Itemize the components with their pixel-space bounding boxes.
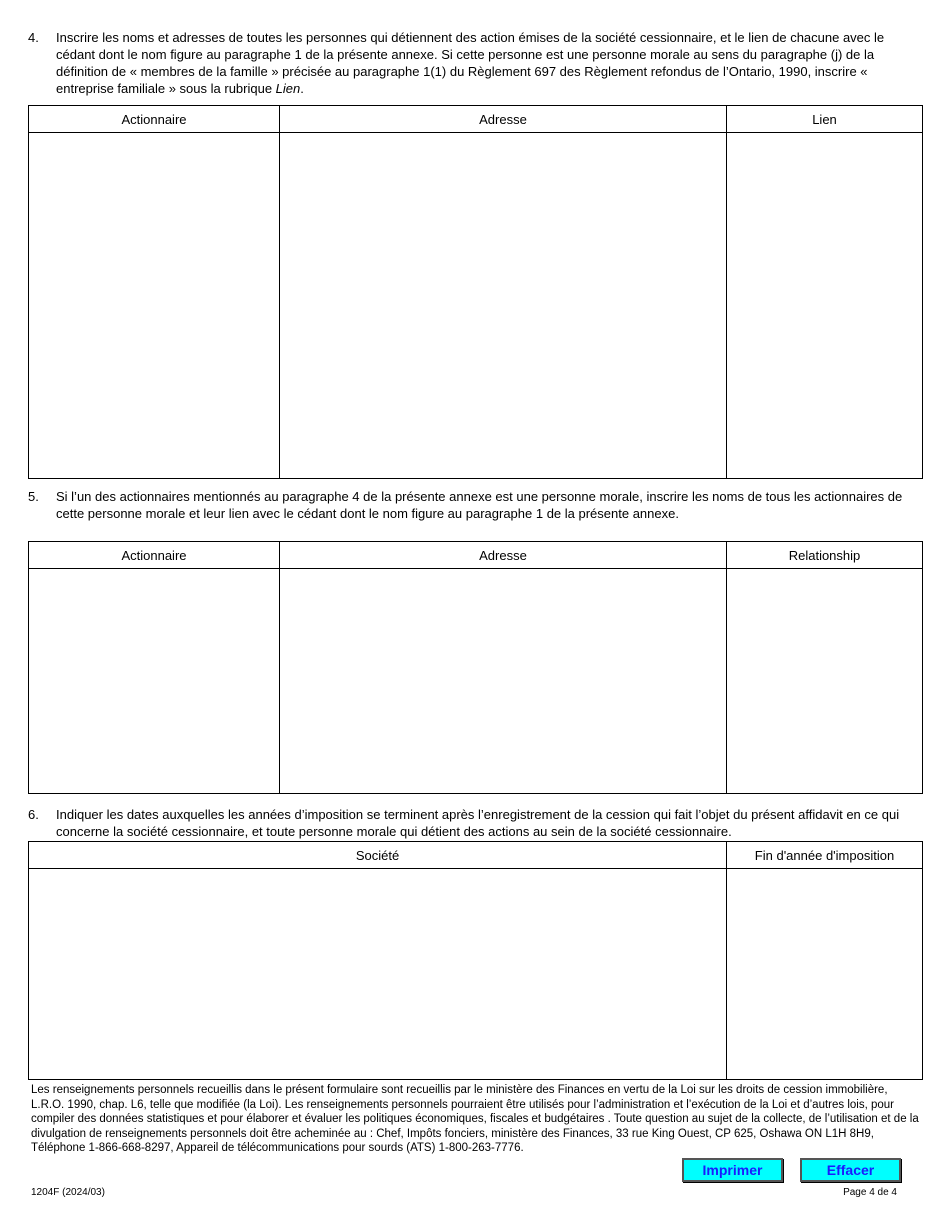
print-button[interactable]: Imprimer bbox=[682, 1158, 783, 1182]
header-actionnaire: Actionnaire bbox=[29, 542, 279, 569]
section-4-text: Inscrire les noms et adresses de toutes les personnes qui détiennent des action émises de la société cessionnaire, et le lien de chacune avec le cédant dont le nom figure au paragraphe 1 de la présente annexe. Si cette personne est une personne morale au sens du paragraphe (j) de la définition de « membres de la famille » précisée au paragraphe 1(1) du Règlement 697 des Règlement refondus de l’Ontario, 1990, inscrire « entreprise familiale » sous la rubrique bbox=[56, 30, 885, 96]
adresse-input-area[interactable] bbox=[280, 570, 726, 793]
section-6-number: 6. bbox=[28, 807, 39, 822]
actionnaire-input-area[interactable] bbox=[29, 570, 279, 793]
fin-annee-input-area[interactable] bbox=[727, 870, 922, 1079]
section-4-number: 4. bbox=[28, 30, 39, 45]
section-4-table bbox=[28, 105, 923, 479]
header-lien: Lien bbox=[727, 106, 922, 133]
section-5-table bbox=[28, 541, 923, 794]
section-4-text-end: . bbox=[300, 81, 304, 96]
header-societe: Société bbox=[29, 842, 726, 869]
page-number: Page 4 de 4 bbox=[843, 1187, 897, 1198]
clear-button[interactable]: Effacer bbox=[800, 1158, 901, 1182]
header-relationship: Relationship bbox=[727, 542, 922, 569]
section-6-instructions: Indiquer les dates auxquelles les années d’imposition se terminent après l’enregistrement de la cession qui fait l’objet du présent affidavit en ce qui concerne la société cessionnaire, et toute personne morale qui détient des actions au sein de la société cessionnaire. bbox=[56, 807, 900, 839]
header-adresse: Adresse bbox=[280, 542, 726, 569]
section-5-number: 5. bbox=[28, 489, 39, 504]
lien-input-area[interactable] bbox=[727, 134, 922, 478]
header-actionnaire: Actionnaire bbox=[29, 106, 279, 133]
societe-input-area[interactable] bbox=[29, 870, 726, 1079]
form-id: 1204F (2024/03) bbox=[31, 1187, 105, 1198]
section-4-instructions bbox=[56, 29, 922, 97]
actionnaire-input-area[interactable] bbox=[29, 134, 279, 478]
section-5-instructions: Si l’un des actionnaires mentionnés au paragraphe 4 de la présente annexe est une personne morale, inscrire les noms de tous les actionnaires de cette personne morale et leur lien avec le cédant dont le nom figure au paragraphe 1 de la présente annexe. bbox=[56, 489, 903, 521]
adresse-input-area[interactable] bbox=[280, 134, 726, 478]
header-fin-annee-imposition: Fin d'année d'imposition bbox=[727, 842, 922, 869]
header-adresse: Adresse bbox=[280, 106, 726, 133]
privacy-notice: Les renseignements personnels recueillis dans le présent formulaire sont recueillis par le ministère des Finances en vertu de la Loi sur les droits de cession immobilière, L.R.O. 1990, chap. L6, telle que modifiée (la Loi). Les renseignements personnels pourraient être utilisés pour l’administration et l’exécution de la Loi et d’autres lois, pour compiler des données statistiques et pour élaborer et évaluer les politiques économiques, fiscales et budgétaires . Toute question au sujet de la collecte, de l’utilisation et de la divulgation de renseignements personnels doit être acheminée au : Chef, Impôts fonciers, ministère des Finances, 33 rue King Ouest, CP 625, Oshawa ON L1H 8H9, Téléphone 1-866-668-8297, Appareil de télécommunications pour sourds (ATS) 1-800-263-7776. bbox=[31, 1084, 919, 1154]
relationship-input-area[interactable] bbox=[727, 570, 922, 793]
section-4-italic-term: Lien bbox=[275, 81, 301, 96]
section-6-table bbox=[28, 841, 923, 1080]
